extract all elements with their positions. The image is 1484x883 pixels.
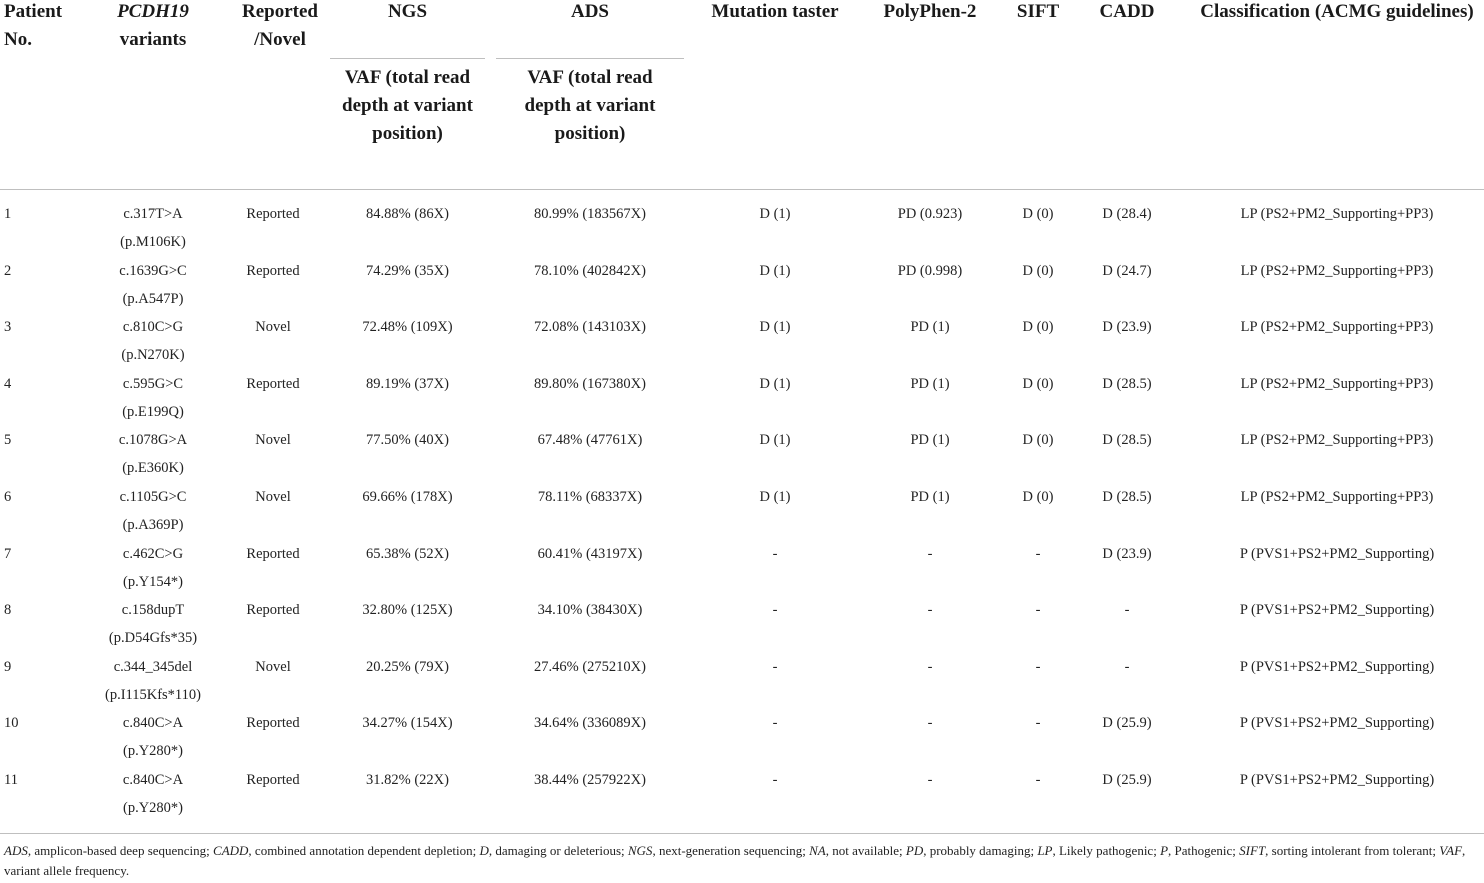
fn-abbr: PD [905,843,924,858]
cell-patient-no: 11 [4,772,18,788]
header-classification: Classification (ACMG guidelines) [1200,1,1474,22]
cell-status: Novel [255,658,291,675]
header-reported-novel: Reported /Novel [242,1,318,50]
cell-patient-no: 5 [4,432,12,449]
cell-ads: 60.41% (43197X) [537,545,643,562]
header-variants [103,0,203,54]
cell-cadd: D (23.9) [1102,545,1152,562]
cell-polyphen: PD (0.998) [897,262,963,279]
cell-protein: (p.E199Q) [122,403,184,420]
cell-cdna: c.595G>C [122,375,184,392]
cell-patient-no: 6 [4,489,12,505]
cell-cadd: D (25.9) [1102,772,1152,788]
cell-polyphen: - [927,658,933,675]
cell-ads: 67.48% (47761X) [537,432,643,449]
cell-sift: - [1035,772,1041,788]
cell-ads: 72.08% (143103X) [534,319,646,336]
cell-mutation-taster: D (1) [759,432,791,449]
fn-text: , amplicon-based deep sequencing; [27,843,214,858]
cell-ngs: 20.25% (79X) [366,658,449,675]
header-variants-rest: variants [119,29,187,50]
cell-patient-no: 2 [4,262,12,279]
fn-text: , probably damaging; [923,843,1038,858]
cell-protein: (p.D54Gfs*35) [108,630,198,647]
cell-mutation-taster: - [772,602,778,619]
cell-classification: P (PVS1+PS2+PM2_Supporting) [1239,545,1435,562]
cell-polyphen: - [927,715,933,732]
cell-ngs: 77.50% (40X) [366,432,449,449]
fn-abbr: LP [1037,843,1053,858]
cell-sift: D (0) [1022,432,1054,449]
cell-cadd: D (23.9) [1102,319,1152,336]
table-footnote [4,841,1480,881]
table-row [0,766,1484,822]
cell-ngs: 72.48% (109X) [362,319,453,336]
cell-mutation-taster: D (1) [759,206,791,222]
cell-polyphen: PD (1) [910,319,950,336]
cell-classification: LP (PS2+PM2_Supporting+PP3) [1240,319,1434,336]
cell-ads: 27.46% (275210X) [534,658,646,675]
header-cadd: CADD [1099,1,1155,22]
header-ngs: NGS [387,1,428,22]
cell-patient-no: 9 [4,658,12,675]
table-row [0,596,1484,652]
cell-cdna: c.1639G>C [119,262,187,279]
cell-patient-no: 4 [4,375,12,392]
cell-polyphen: PD (1) [910,432,950,449]
cell-ads: 34.10% (38430X) [537,602,643,619]
cell-cdna: c.462C>G [122,545,184,562]
cell-sift: D (0) [1022,206,1054,222]
table-row [0,200,1484,256]
header-patient-no: Patient No. [4,1,63,50]
fn-abbr: D [479,843,489,858]
cell-polyphen: - [927,602,933,619]
fn-text: , damaging or deleterious; [488,843,628,858]
cell-ngs: 34.27% (154X) [362,715,453,732]
header-polyphen: PolyPhen-2 [883,1,977,22]
cell-protein: (p.N270K) [121,347,185,364]
fn-text: , not available; [825,843,906,858]
cell-patient-no: 1 [4,206,12,222]
cell-status: Reported [246,262,300,279]
fn-abbr: ADS [4,843,28,858]
cell-status: Reported [246,545,300,562]
cell-patient-no: 3 [4,319,12,336]
table-row [0,653,1484,709]
cell-ngs: 89.19% (37X) [366,375,449,392]
cell-sift: D (0) [1022,319,1054,336]
cell-ads: 38.44% (257922X) [534,772,646,788]
fn-text: , Likely pathogenic; [1052,843,1161,858]
fn-abbr: CADD [213,843,249,858]
table-row [0,426,1484,482]
ads-subrule [496,58,684,59]
cell-cdna: c.1105G>C [119,489,187,505]
cell-classification: LP (PS2+PM2_Supporting+PP3) [1240,375,1434,392]
cell-cadd: D (28.5) [1102,432,1152,449]
cell-classification: P (PVS1+PS2+PM2_Supporting) [1239,772,1435,788]
fn-abbr: SIFT [1239,843,1266,858]
cell-protein: (p.M106K) [120,234,186,250]
cell-ngs: 31.82% (22X) [366,772,449,788]
cell-cadd: D (25.9) [1102,715,1152,732]
cell-cadd: D (28.4) [1102,206,1152,222]
cell-sift: - [1035,545,1041,562]
cell-status: Reported [246,715,300,732]
cell-classification: P (PVS1+PS2+PM2_Supporting) [1239,658,1435,675]
table-row [0,540,1484,596]
table-bottom-rule [0,833,1484,834]
cell-protein: (p.I115Kfs*110) [105,686,201,703]
cell-classification: P (PVS1+PS2+PM2_Supporting) [1239,602,1435,619]
cell-sift: D (0) [1022,489,1054,505]
fn-abbr: NGS [627,843,653,858]
cell-mutation-taster: D (1) [759,262,791,279]
cell-status: Novel [255,432,291,449]
cell-mutation-taster: D (1) [759,375,791,392]
table-row [0,483,1484,539]
cell-polyphen: PD (0.923) [897,206,963,222]
cell-protein: (p.E360K) [122,460,184,477]
cell-cdna: c.840C>A [122,772,184,788]
cell-polyphen: - [927,772,933,788]
cell-mutation-taster: - [772,772,778,788]
cell-cdna: c.840C>A [122,715,184,732]
header-ads: ADS [570,1,609,22]
cell-status: Novel [255,319,291,336]
cell-cdna: c.810C>G [122,319,184,336]
cell-polyphen: - [927,545,933,562]
cell-classification: P (PVS1+PS2+PM2_Supporting) [1239,715,1435,732]
table-row [0,313,1484,369]
cell-status: Novel [255,489,291,505]
cell-cdna: c.1078G>A [118,432,188,449]
cell-ngs: 32.80% (125X) [362,602,453,619]
cell-ngs: 69.66% (178X) [362,489,453,505]
fn-text: , next-generation sequencing; [652,843,810,858]
cell-ngs: 65.38% (52X) [366,545,449,562]
cell-sift: - [1035,715,1041,732]
cell-mutation-taster: D (1) [759,319,791,336]
fn-text: , combined annotation dependent depletion; [248,843,480,858]
cell-sift: D (0) [1022,375,1054,392]
table-row [0,257,1484,313]
cell-ads: 34.64% (336089X) [534,715,646,732]
cell-cdna: c.317T>A [123,206,183,222]
table-row [0,370,1484,426]
cell-protein: (p.Y280*) [122,800,183,816]
fn-text: , sorting intolerant from tolerant; [1265,843,1440,858]
cell-status: Reported [246,375,300,392]
header-rule [0,189,1484,190]
cell-cadd: - [1124,602,1130,619]
cell-classification: LP (PS2+PM2_Supporting+PP3) [1240,432,1434,449]
cell-ngs: 74.29% (35X) [366,262,449,279]
cell-classification: LP (PS2+PM2_Supporting+PP3) [1240,262,1434,279]
table-row [0,709,1484,765]
cell-status: Reported [246,772,300,788]
cell-ads: 89.80% (167380X) [534,375,646,392]
cell-protein: (p.Y280*) [122,743,183,760]
cell-protein: (p.A547P) [122,290,184,307]
cell-classification: LP (PS2+PM2_Supporting+PP3) [1240,489,1434,505]
cell-cadd: D (24.7) [1102,262,1152,279]
cell-sift: - [1035,658,1041,675]
fn-abbr: NA [809,843,826,858]
header-ads-sub: VAF (total read depth at variant position) [524,67,656,144]
cell-mutation-taster: - [772,715,778,732]
cell-ngs: 84.88% (86X) [366,206,449,222]
cell-ads: 78.11% (68337X) [537,489,643,505]
fn-abbr: VAF [1439,843,1463,858]
cell-ads: 78.10% (402842X) [534,262,646,279]
cell-status: Reported [246,602,300,619]
cell-mutation-taster: - [772,658,778,675]
cell-ads: 80.99% (183567X) [534,206,646,222]
cell-cadd: D (28.5) [1102,489,1152,505]
cell-mutation-taster: D (1) [759,489,791,505]
fn-text: , Pathogenic; [1168,843,1240,858]
header-mutation-taster: Mutation taster [711,1,839,22]
cell-cdna: c.344_345del [113,658,193,675]
header-variants-gene: PCDH19 [117,1,189,22]
cell-sift: D (0) [1022,262,1054,279]
cell-protein: (p.A369P) [122,517,184,533]
fn-text: , variant allele frequency. [4,843,1466,878]
cell-patient-no: 7 [4,545,12,562]
cell-cdna: c.158dupT [121,602,185,619]
cell-status: Reported [246,206,300,222]
cell-sift: - [1035,602,1041,619]
cell-cadd: - [1124,658,1130,675]
cell-cadd: D (28.5) [1102,375,1152,392]
header-ngs-sub: VAF (total read depth at variant position) [342,67,473,144]
cell-polyphen: PD (1) [910,375,950,392]
cell-patient-no: 10 [4,715,19,732]
cell-mutation-taster: - [772,545,778,562]
header-sift: SIFT [1016,1,1060,22]
fn-abbr: P [1160,843,1169,858]
cell-classification: LP (PS2+PM2_Supporting+PP3) [1240,206,1434,222]
cell-polyphen: PD (1) [910,489,950,505]
cell-protein: (p.Y154*) [122,573,183,590]
cell-patient-no: 8 [4,602,12,619]
ngs-subrule [330,58,485,59]
